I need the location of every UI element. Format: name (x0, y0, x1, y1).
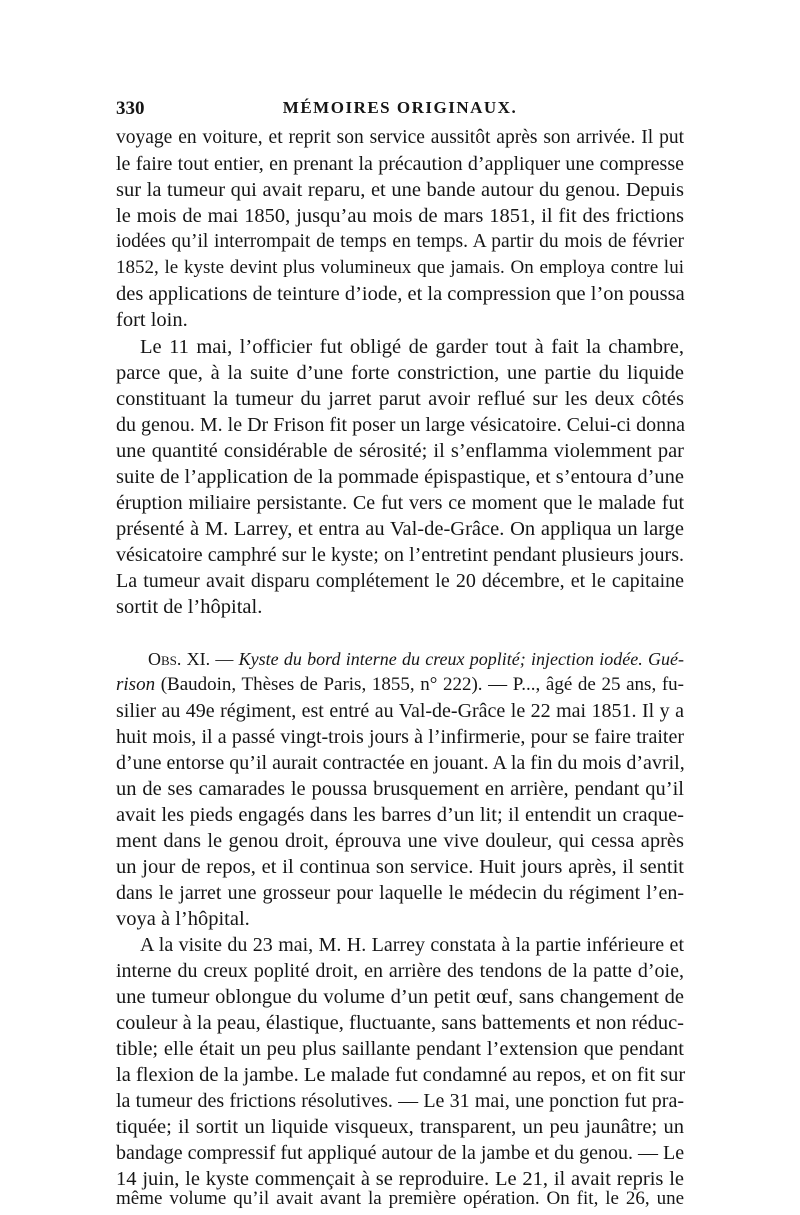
text-line: sur la tumeur qui avait reparu, et une bande autour du genou. Depuis (116, 179, 684, 201)
text-line: du genou. M. le Dr Frison fit poser un large vésicatoire. Celui-ci donna (116, 414, 685, 436)
page-number: 330 (116, 98, 145, 119)
observation-label: Obs. XI. — (148, 649, 239, 669)
text-line: voya à l’hôpital. (116, 908, 250, 930)
text-line: suite de l’application de la pommade épispastique, et s’entoura d’une (116, 466, 684, 488)
citation: (Baudoin, Thèses de Paris, 1855, n° 222). — P..., âgé de 25 ans, fu- (155, 674, 684, 695)
text-line: parce que, à la suite d’une forte constriction, une partie du liquide (116, 362, 684, 384)
text-line (116, 672, 684, 698)
text-line: même volume qu’il avait avant la première opération. On fit, le 26, une (116, 1188, 684, 1209)
text-line: la flexion de la jambe. Le malade fut condamné au repos, et on fit sur (116, 1064, 686, 1086)
text-line: iodées qu’il interrompait de temps en temps. A partir du mois de février (116, 231, 684, 252)
text-line: A la visite du 23 mai, M. H. Larrey constata à la partie inférieure et (140, 934, 684, 956)
text-line: La tumeur avait disparu complétement le 20 décembre, et le capitaine (116, 570, 684, 592)
text-line: la tumeur des frictions résolutives. — Le 31 mai, une ponction fut pra- (116, 1090, 684, 1112)
running-title: MÉMOIRES ORIGINAUX. (282, 98, 518, 117)
text-line: une quantité considérable de sérosité; il s’enflamma violemment par (116, 440, 684, 462)
text-line: interne du creux poplité droit, en arrière des tendons de la patte d’oie, (116, 960, 684, 982)
text-line: d’une entorse qu’il aurait contractée en jouant. A la fin du mois d’avril, (116, 752, 685, 774)
text-line: vésicatoire camphré sur le kyste; on l’entretint pendant plusieurs jours. (116, 544, 684, 566)
text-line: 1852, le kyste devint plus volumineux que jamais. On employa contre lui (116, 257, 684, 278)
text-line: un de ses camarades le poussa brusquement en arrière, pendant qu’il (116, 778, 684, 800)
text-line: tiquée; il sortit un liquide visqueux, transparent, un peu jaunâtre; un (116, 1116, 684, 1138)
text-line: éruption miliaire persistante. Ce fut vers ce moment que le malade fut (116, 492, 684, 514)
text-line: bandage compressif fut appliqué autour de la jambe et du genou. — Le (116, 1142, 685, 1164)
text-line: voyage en voiture, et reprit son service aussitôt après son arrivée. Il put (116, 127, 684, 148)
text-line: avait les pieds engagés dans les barres d’un lit; il entendit un craque- (116, 804, 684, 826)
text-line: fort loin. (116, 309, 188, 331)
text-line: sortit de l’hôpital. (116, 596, 263, 618)
page-header (116, 98, 684, 124)
text-line: tible; elle était un peu plus saillante pendant l’extension que pendant (116, 1038, 684, 1060)
text-line: présenté à M. Larrey, et entra au Val-de-Grâce. On appliqua un large (116, 518, 684, 540)
observation-title-end: rison (116, 674, 156, 695)
text-line: dans le jarret une grosseur pour laquelle le médecin du régiment l’en- (116, 882, 684, 904)
text-line: huit mois, il a passé vingt-trois jours à l’infirmerie, pour se faire traiter (116, 726, 684, 748)
text-line: couleur à la peau, élastique, fluctuante, sans battements et non réduc- (116, 1012, 684, 1034)
text-line: une tumeur oblongue du volume d’un petit œuf, sans changement de (116, 986, 684, 1008)
text-line: constituant la tumeur du jarret parut avoir reflué sur les deux côtés (116, 388, 684, 410)
text-line: des applications de teinture d’iode, et la compression que l’on poussa (116, 283, 685, 305)
text-line: le faire tout entier, en prenant la précaution d’appliquer une compresse (116, 153, 684, 175)
observation-title: Kyste du bord interne du creux poplité; injection iodée. Gué- (238, 649, 684, 669)
text-line: ment dans le genou droit, éprouva une vive douleur, qui cessa après (116, 830, 684, 852)
text-line: Le 11 mai, l’officier fut obligé de garder tout à fait la chambre, (140, 336, 684, 358)
text-line: le mois de mai 1850, jusqu’au mois de mars 1851, il fit des frictions (116, 205, 684, 227)
observation-heading (148, 646, 684, 672)
text-line: 14 juin, le kyste commençait à se reproduire. Le 21, il avait repris le (116, 1168, 684, 1190)
text-line: silier au 49e régiment, est entré au Val-de-Grâce le 22 mai 1851. Il y a (116, 700, 684, 722)
text-line: un jour de repos, et il continua son service. Huit jours après, il sentit (116, 856, 684, 878)
